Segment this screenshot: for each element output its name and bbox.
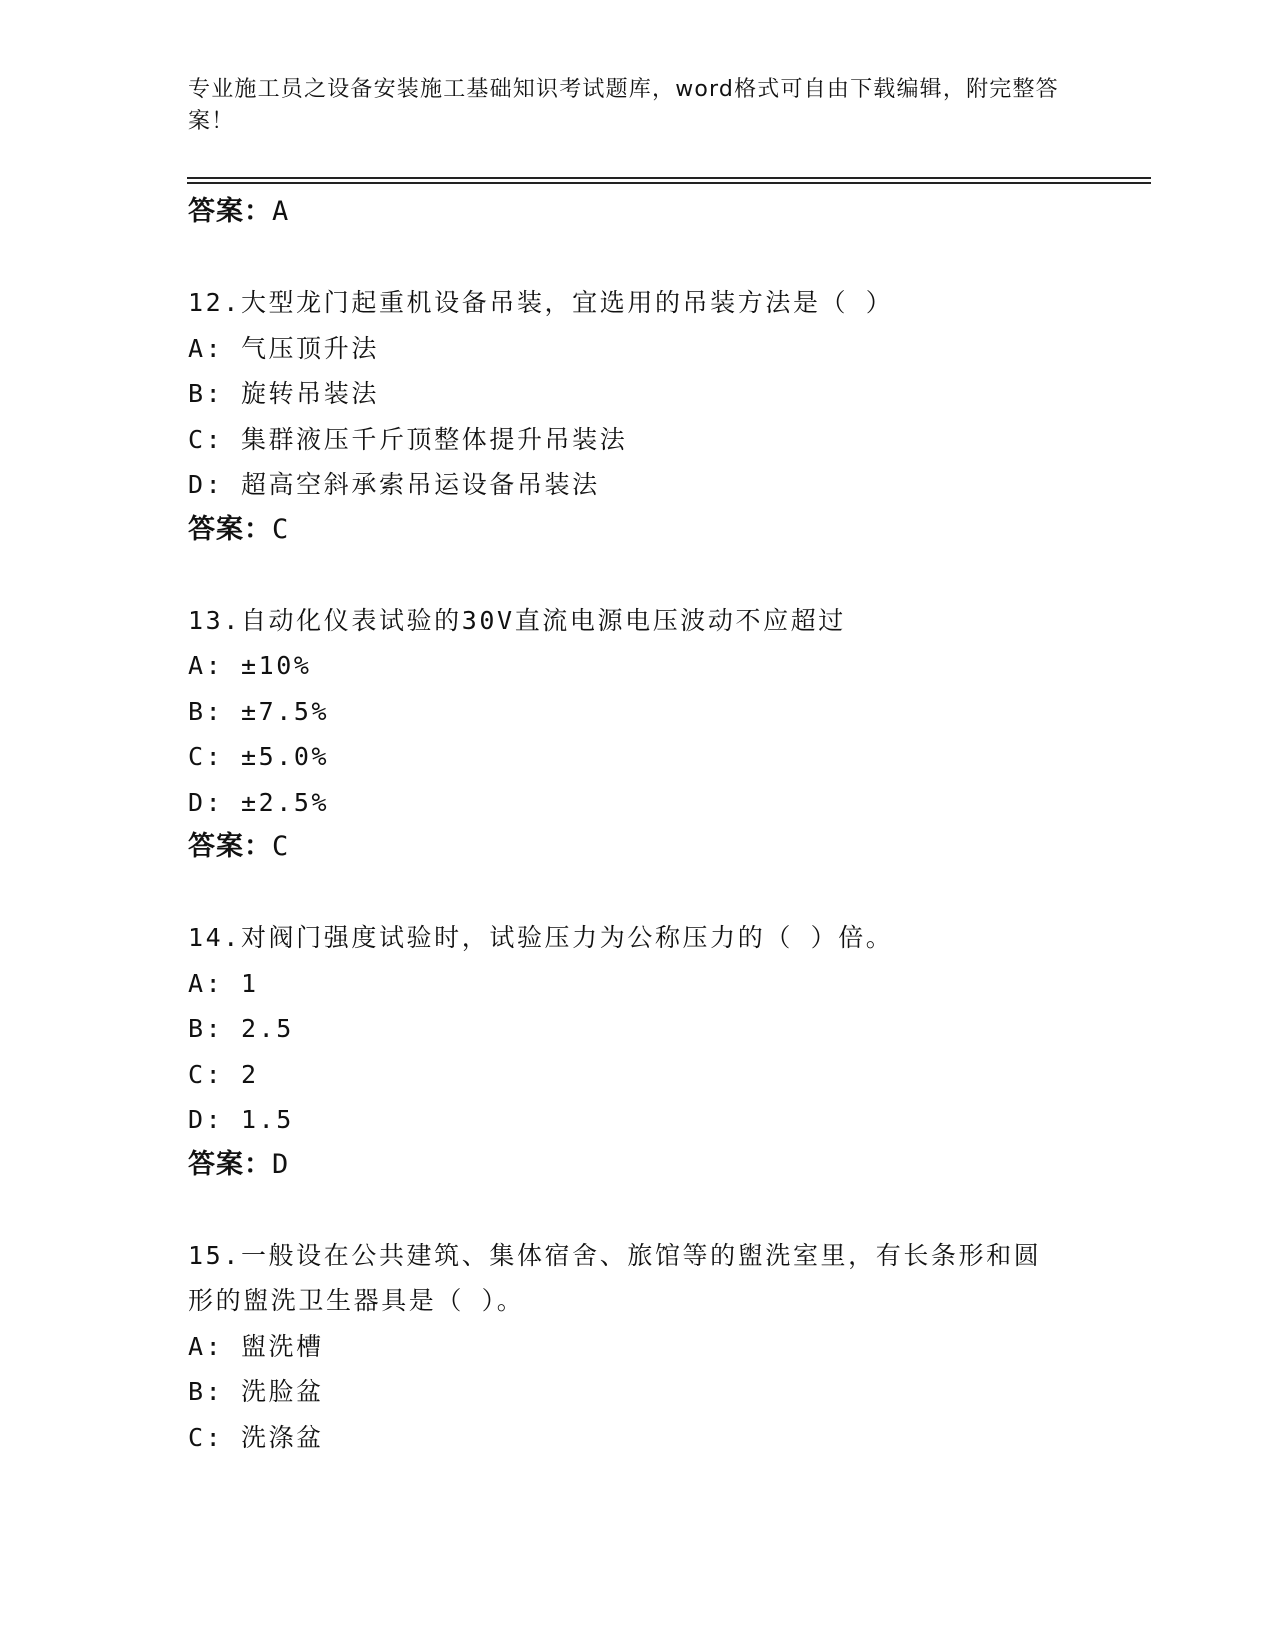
answer-line (188, 508, 1088, 552)
option-d: D: 1.5 (188, 1105, 294, 1134)
question-stem: 14.对阀门强度试验时，试验压力为公称压力的（ ）倍。 (188, 923, 894, 952)
question-stem: 13.自动化仪表试验的30V直流电源电压波动不应超过 (188, 605, 846, 635)
option-c: C: 2 (188, 1059, 259, 1089)
answer-line (188, 190, 1088, 234)
option-b: B: ±7.5% (188, 696, 330, 726)
option-c: C: 洗涤盆 (188, 1422, 324, 1452)
answer-label: 答案： (188, 513, 272, 545)
answer-label: 答案： (188, 1148, 272, 1180)
question-stem: 12.大型龙门起重机设备吊装，宜选用的吊装方法是（ ） (188, 288, 894, 317)
option-c: C: ±5.0% (188, 742, 330, 771)
option-d: D: 超高空斜承索吊运设备吊装法 (188, 470, 600, 499)
answer-label: 答案： (188, 831, 272, 862)
document-header: 专业施工员之设备安装施工基础知识考试题库，word格式可自由下载编辑，附完整答案！ (188, 77, 1059, 134)
question-stem: 15.一般设在公共建筑、集体宿舍、旅馆等的盥洗室里，有长条形和圆形的盥洗卫生器具是（ ）。 (188, 1240, 1042, 1315)
option-b: B: 旋转吊装法 (188, 379, 379, 408)
header-divider-top (187, 177, 1151, 179)
question-13 (188, 598, 1088, 870)
question-12 (188, 280, 1088, 552)
question-14 (188, 915, 1088, 1187)
question-15 (188, 1233, 1088, 1461)
option-b: B: 2.5 (188, 1014, 294, 1043)
answer-value: C (272, 513, 290, 545)
question-list (188, 190, 1088, 1460)
option-a: A: 气压顶升法 (188, 333, 379, 363)
option-a: A: ±10% (188, 651, 312, 680)
option-b: B: 洗脸盆 (188, 1377, 324, 1406)
option-a: A: 盥洗槽 (188, 1331, 324, 1361)
header-divider-bottom (187, 182, 1151, 184)
option-c: C: 集群液压千斤顶整体提升吊装法 (188, 424, 628, 454)
answer-value: D (272, 1148, 290, 1180)
answer-value: C (272, 831, 290, 862)
answer-label: 答案： (188, 196, 272, 227)
answer-value: A (272, 196, 290, 227)
answer-line (188, 825, 1088, 869)
option-d: D: ±2.5% (188, 787, 330, 817)
answer-line (188, 1143, 1088, 1187)
option-a: A: 1 (188, 968, 259, 998)
